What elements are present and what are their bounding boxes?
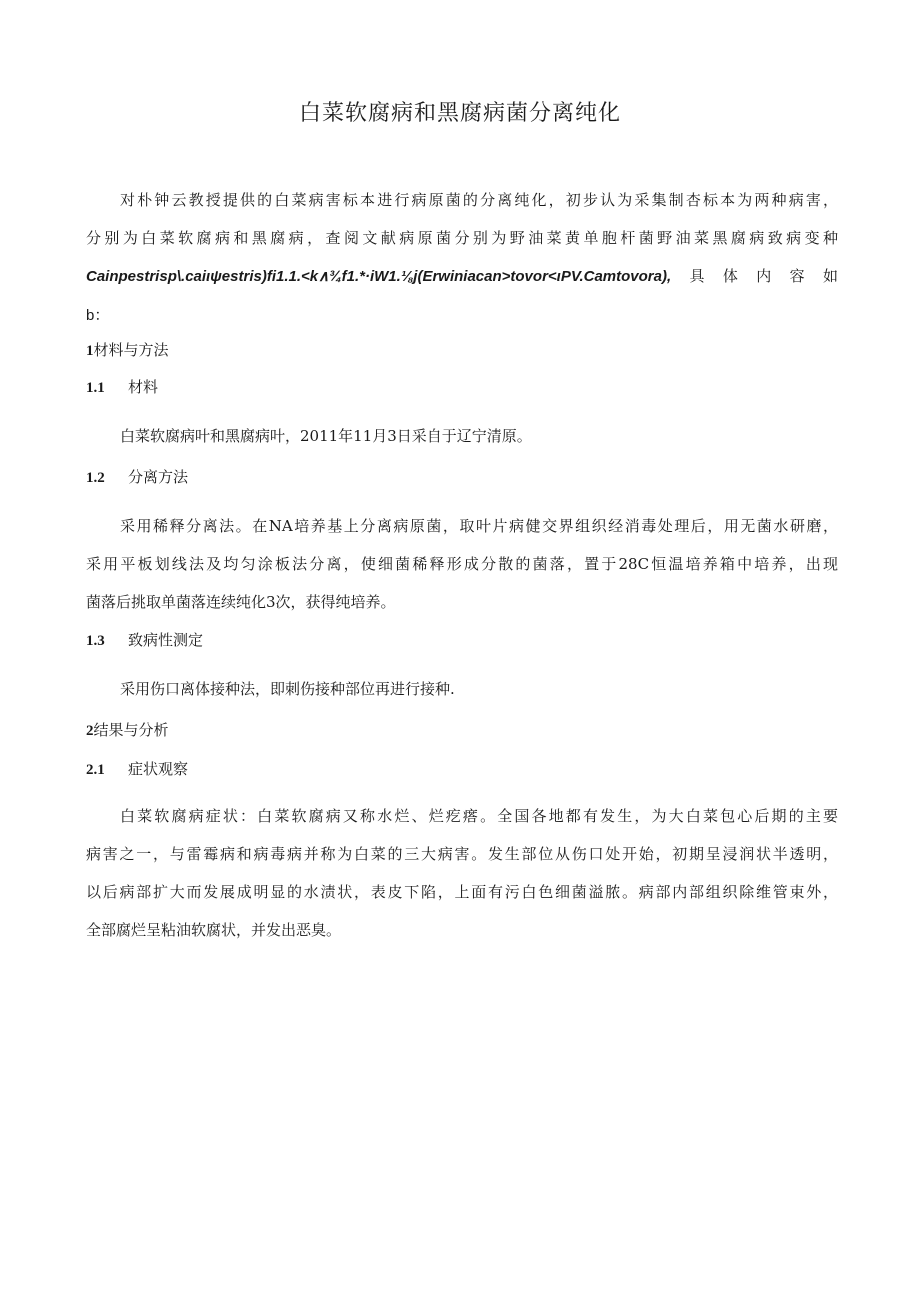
subsection-2-1-line-2: 病害之一，与雷霉病和病毒病并称为白菜的三大病害。发生部位从伤口处开始，初期呈浸润状半透明，	[86, 845, 838, 863]
subsection-2-1-line-3: 以后病部扩大而发展成明显的水渍状，表皮下陷，上面有污白色细菌溢脓。病部内部组织除维管束外，	[86, 883, 838, 901]
intro-line-3-tail: 具体内容如	[671, 267, 838, 285]
intro-line-4: b：	[86, 307, 110, 324]
subsection-1-1-number: 1.1	[86, 380, 105, 396]
subsection-2-1-line-4: 全部腐烂呈粘油软腐状，并发出恶臭。	[86, 921, 342, 939]
section-2-heading	[86, 715, 169, 746]
section-1-heading	[86, 335, 169, 366]
section-1-number: 1	[86, 343, 94, 359]
section-2-number: 2	[86, 723, 94, 739]
subsection-1-1-body: 白菜软腐病叶和黑腐病叶，2011年11月3日采自于辽宁清原。	[120, 427, 532, 445]
subsection-1-2-number: 1.2	[86, 470, 105, 486]
pathogen-latin-names: Cainpestrisp\.caiιψestris)fi1.1.<k∧¾f1.*·iW1.⅛j(Erwiniacan>tovor<ιPV.Camtovora),	[86, 268, 672, 285]
section-2-title: 结果与分析	[93, 721, 169, 739]
subsection-2-1-number: 2.1	[86, 762, 105, 778]
intro-line-2: 分别为白菜软腐病和黑腐病，查阅文献病原菌分别为野油菜黄单胞杆菌野油菜黑腐病致病变种	[86, 229, 838, 247]
subsection-1-2-line-1: 采用稀释分离法。在NA培养基上分离病原菌，取叶片病健交界组织经消毒处理后，用无菌水研磨，	[120, 517, 838, 535]
intro-line-1: 对朴钟云教授提供的白菜病害标本进行病原菌的分离纯化，初步认为采集制杏标本为两种病害，	[120, 191, 838, 209]
subsection-1-3-number: 1.3	[86, 633, 105, 649]
subsection-1-3-title: 致病性测定	[128, 631, 204, 649]
subsection-1-2-line-3: 菌落后挑取单菌落连续纯化3次，获得纯培养。	[86, 593, 396, 611]
subsection-2-1-title: 症状观察	[128, 760, 189, 778]
subsection-1-3-body: 采用伤口离体接种法，即刺伤接种部位再进行接种.	[120, 680, 455, 698]
intro-line-3	[86, 257, 838, 296]
intro-paragraph	[86, 181, 838, 335]
subsection-1-2-heading	[86, 462, 188, 493]
subsection-2-1-heading	[86, 754, 188, 785]
subsection-1-2-paragraph	[86, 507, 838, 621]
subsection-1-3-heading	[86, 625, 203, 656]
subsection-1-2-title: 分离方法	[128, 468, 189, 486]
subsection-1-1-heading	[86, 372, 158, 403]
section-1-title: 材料与方法	[93, 341, 169, 359]
subsection-1-1-title: 材料	[128, 378, 159, 396]
subsection-2-1-line-1: 白菜软腐病症状：白菜软腐病又称水烂、烂疙瘩。全国各地都有发生，为大白菜包心后期的主要	[120, 807, 838, 825]
subsection-2-1-paragraph	[86, 797, 838, 949]
subsection-1-2-line-2: 采用平板划线法及均匀涂板法分离，使细菌稀释形成分散的菌落，置于28C恒温培养箱中培养，出现	[86, 555, 838, 573]
document-title: 白菜软腐病和黑腐病菌分离纯化	[298, 101, 621, 126]
